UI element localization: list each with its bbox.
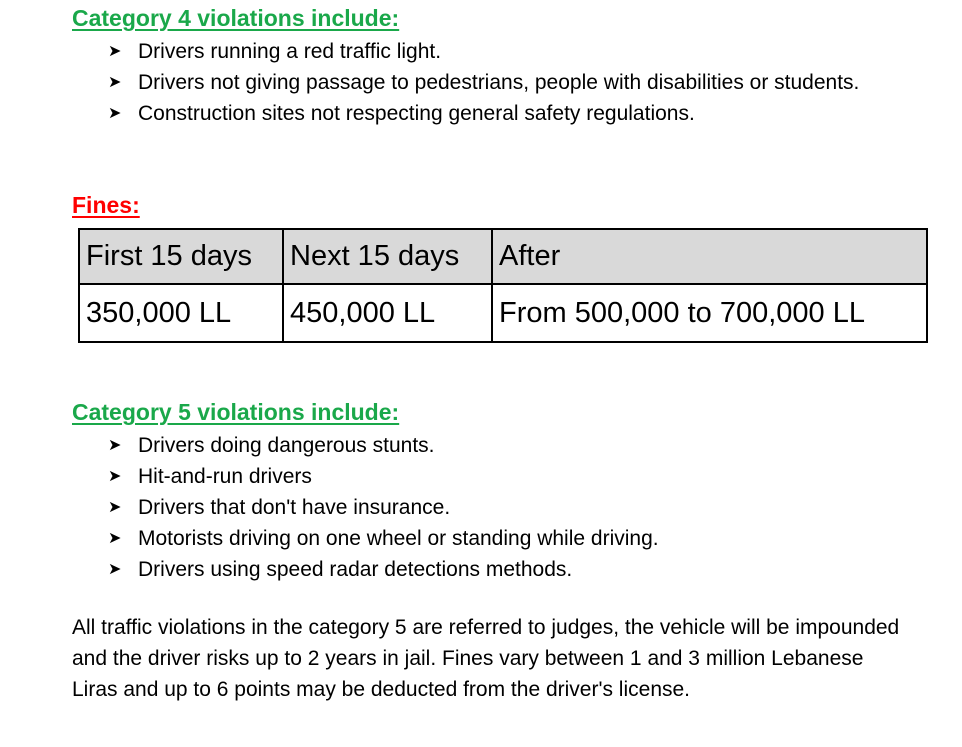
arrow-bullet-icon: ➤	[108, 43, 122, 60]
list-item	[108, 430, 868, 461]
list-item	[108, 461, 868, 492]
table-header-cell: Next 15 days	[283, 229, 492, 284]
list-item-text: Construction sites not respecting general safety regulations.	[138, 102, 695, 125]
table-cell: 450,000 LL	[283, 284, 492, 342]
list-item-text: Drivers that don't have insurance.	[138, 496, 451, 519]
table-header-cell: After	[492, 229, 927, 284]
list-item-text: Drivers using speed radar detections methods.	[138, 558, 573, 581]
arrow-bullet-icon: ➤	[108, 437, 122, 454]
fines-heading: Fines:	[72, 192, 140, 218]
category-5-list	[108, 430, 868, 585]
table-cell: From 500,000 to 700,000 LL	[492, 284, 927, 342]
list-item	[108, 36, 868, 67]
arrow-bullet-icon: ➤	[108, 105, 122, 122]
arrow-bullet-icon: ➤	[108, 468, 122, 485]
table-header-cell: First 15 days	[79, 229, 283, 284]
list-item	[108, 554, 868, 585]
category-4-heading: Category 4 violations include:	[72, 5, 400, 31]
arrow-bullet-icon: ➤	[108, 499, 122, 516]
arrow-bullet-icon: ➤	[108, 561, 122, 578]
arrow-bullet-icon: ➤	[108, 530, 122, 547]
list-item-text: Drivers doing dangerous stunts.	[138, 434, 435, 457]
table-cell: 350,000 LL	[79, 284, 283, 342]
list-item	[108, 523, 868, 554]
table-header-row	[79, 229, 927, 284]
table-row	[79, 284, 927, 342]
list-item	[108, 98, 868, 129]
category-4-list	[108, 36, 868, 129]
list-item-text: Drivers running a red traffic light.	[138, 40, 442, 63]
arrow-bullet-icon: ➤	[108, 74, 122, 91]
list-item	[108, 67, 868, 98]
list-item	[108, 492, 868, 523]
fines-table	[78, 228, 928, 343]
category-5-heading: Category 5 violations include:	[72, 399, 400, 425]
list-item-text: Drivers not giving passage to pedestrians, people with disabilities or students.	[138, 71, 860, 94]
summary-paragraph: All traffic violations in the category 5 are referred to judges, the vehicle will be impounded and the driver risks up to 2 years in jail. Fines vary between 1 and 3 million Lebanese Liras and up to 6 points may be deducted from the driver's license.	[72, 616, 900, 701]
list-item-text: Motorists driving on one wheel or standing while driving.	[138, 527, 659, 550]
list-item-text: Hit-and-run drivers	[138, 465, 312, 488]
